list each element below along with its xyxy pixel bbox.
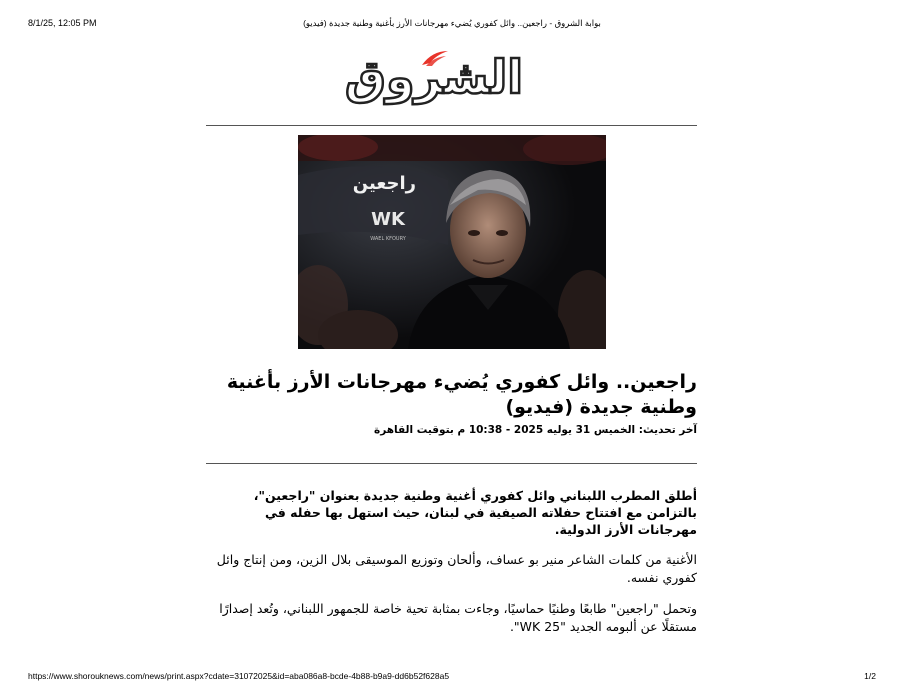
hero-photo [298,135,606,349]
article-paragraph: الأغنية من كلمات الشاعر منير بو عساف، وألحان وتوزيع الموسيقى بلال الزين، ومن إنتاج وائل كفوري نفسه. [216,552,697,585]
hero-sub-logo: WK [371,209,405,230]
print-document-title: بوابة الشروق - راجعين.. وائل كفوري يُضيء مهرجانات الأرز بأغنية وطنية جديدة (فيديو) [303,18,601,28]
article-lead: أطلق المطرب اللبناني وائل كفوري أغنية وطنية جديدة بعنوان "راجعين"، بالتزامن مع افتتاح حفلاته الصيفية في لبنان، حيث استهل بها حفله في مهرجانات الأرز الدولية. [253,488,697,537]
logo-text: الشروق [344,50,523,104]
hero-sub-logo-tagline: WAEL KFOURY [370,236,406,242]
hero-image [298,135,606,349]
print-footer [28,671,876,683]
print-date: 8/1/25, 12:05 PM [28,18,97,28]
article-body [206,487,697,649]
article-paragraph: وتحمل "راجعين" طابعًا وطنيًا حماسيًا، وجاءت بمثابة تحية خاصة للجمهور اللبناني، وتُعد إصدارًا مستقلًا عن ألبومه الجديد "WK 25". [219,601,697,634]
divider-top [206,125,697,126]
print-header [28,18,876,32]
article-headline: راجعين.. وائل كفوري يُضيء مهرجانات الأرز بأغنية وطنية جديدة (فيديو) [226,371,697,418]
print-url: https://www.shorouknews.com/news/print.aspx?cdate=31072025&id=aba086a8-bcde-4b88-b9a9-dd6b52f628a5 [28,671,450,681]
divider-middle [206,463,697,464]
site-logo [344,45,525,115]
article-updated-time: آخر تحديث: الخميس 31 يوليه 2025 - 10:38 م بتوقيت القاهرة [374,424,697,436]
page-indicator: 1/2 [864,671,876,681]
hero-caption: راجعين [352,173,416,194]
